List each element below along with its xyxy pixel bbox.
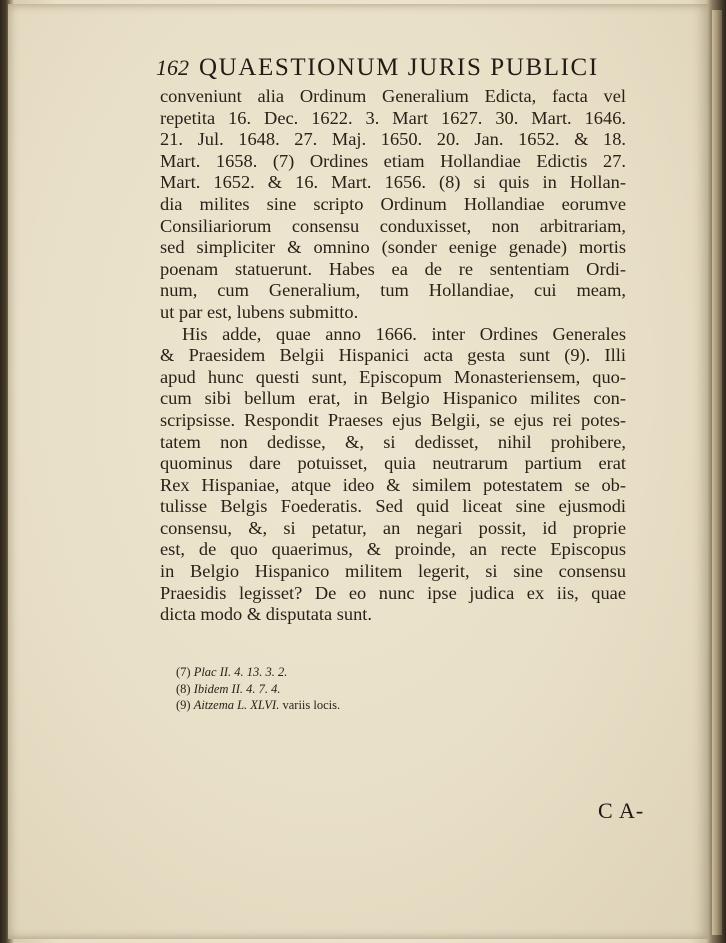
footnote-mark: (8)	[176, 681, 191, 696]
text-line: tatem non dedisse, &, si dedisset, nihil prohibere,	[160, 431, 626, 452]
footnote	[176, 664, 476, 681]
text-line: & Praesidem Belgii Hispanici acta gesta sunt (9). Illi	[160, 345, 626, 366]
footnote	[176, 681, 476, 698]
text-line: Mart. 1652. & 16. Mart. 1656. (8) si quis in Hollan-	[160, 172, 626, 193]
page-number: 162	[156, 55, 189, 80]
text-line: ut par est, lubens submitto.	[160, 301, 359, 322]
footnote	[176, 697, 476, 714]
catchword: C A-	[598, 798, 645, 823]
text-line: num, cum Generalium, tum Hollandiae, cui meam,	[160, 280, 626, 301]
text-line: conveniunt alia Ordinum Generalium Edicta, facta vel	[160, 86, 626, 106]
text-line: Mart. 1658. (7) Ordines etiam Hollandiae Edictis 27.	[160, 150, 626, 171]
text-line: tulisse Belgis Foederatis. Sed quid liceat sine ejusmodi	[160, 496, 626, 517]
text-line: repetita 16. Dec. 1622. 3. Mart 1627. 30. Mart. 1646.	[160, 107, 626, 128]
text-line: consensu, &, si petatur, an negari possit, id proprie	[160, 517, 626, 538]
text-line: poenam statuerunt. Habes ea de re sententiam Ordi-	[160, 258, 626, 279]
text-line: dia milites sine scripto Ordinum Hollandiae eorumve	[160, 193, 626, 214]
text-line: apud hunc questi sunt, Episcopum Monasteriensem, quo-	[160, 366, 626, 387]
text-line: Rex Hispaniae, atque ideo & similem potestatem se ob-	[160, 474, 626, 495]
page-edge	[712, 10, 722, 935]
page-header	[156, 54, 628, 82]
text-line: Praesidis legisset? De eo nunc ipse judica ex iis, quae	[160, 582, 626, 603]
main-text	[160, 86, 626, 626]
text-line: His adde, quae anno 1666. inter Ordines Generales	[182, 323, 626, 344]
text-line: est, de quo quaerimus, & proinde, an recte Episcopus	[160, 539, 626, 560]
footnotes	[176, 664, 476, 714]
text-line: scripsisse. Respondit Praeses ejus Belgii, se ejus rei potes-	[160, 409, 626, 430]
footnote-reference: Plac II. 4. 13. 3. 2.	[193, 665, 288, 679]
footnote-mark: (7)	[176, 665, 191, 679]
text-line: Consiliariorum consensu conduxisset, non arbitrariam,	[160, 215, 626, 236]
running-head: QUAESTIONUM JURIS PUBLICI	[199, 54, 599, 81]
text-line: 21. Jul. 1648. 27. Maj. 1650. 20. Jan. 1652. & 18.	[160, 129, 626, 150]
text-line: quominus dare potuisset, quia neutrarum partium erat	[160, 453, 626, 474]
text-line: sed simpliciter & omnino (sonder eenige genade) mortis	[160, 237, 626, 258]
footnote-reference: Aitzema L. XLVI.	[193, 698, 280, 712]
footnote-mark: (9)	[176, 698, 191, 712]
footnote-text: variis locis.	[282, 698, 341, 712]
footnote-reference: Ibidem II. 4. 7. 4.	[193, 681, 281, 696]
text-line: dicta modo & disputata sunt.	[160, 604, 372, 625]
text-line: in Belgio Hispanico militem legerit, si sine consensu	[160, 561, 626, 582]
text-line: cum sibi bellum erat, in Belgio Hispanico milites con-	[160, 388, 626, 409]
